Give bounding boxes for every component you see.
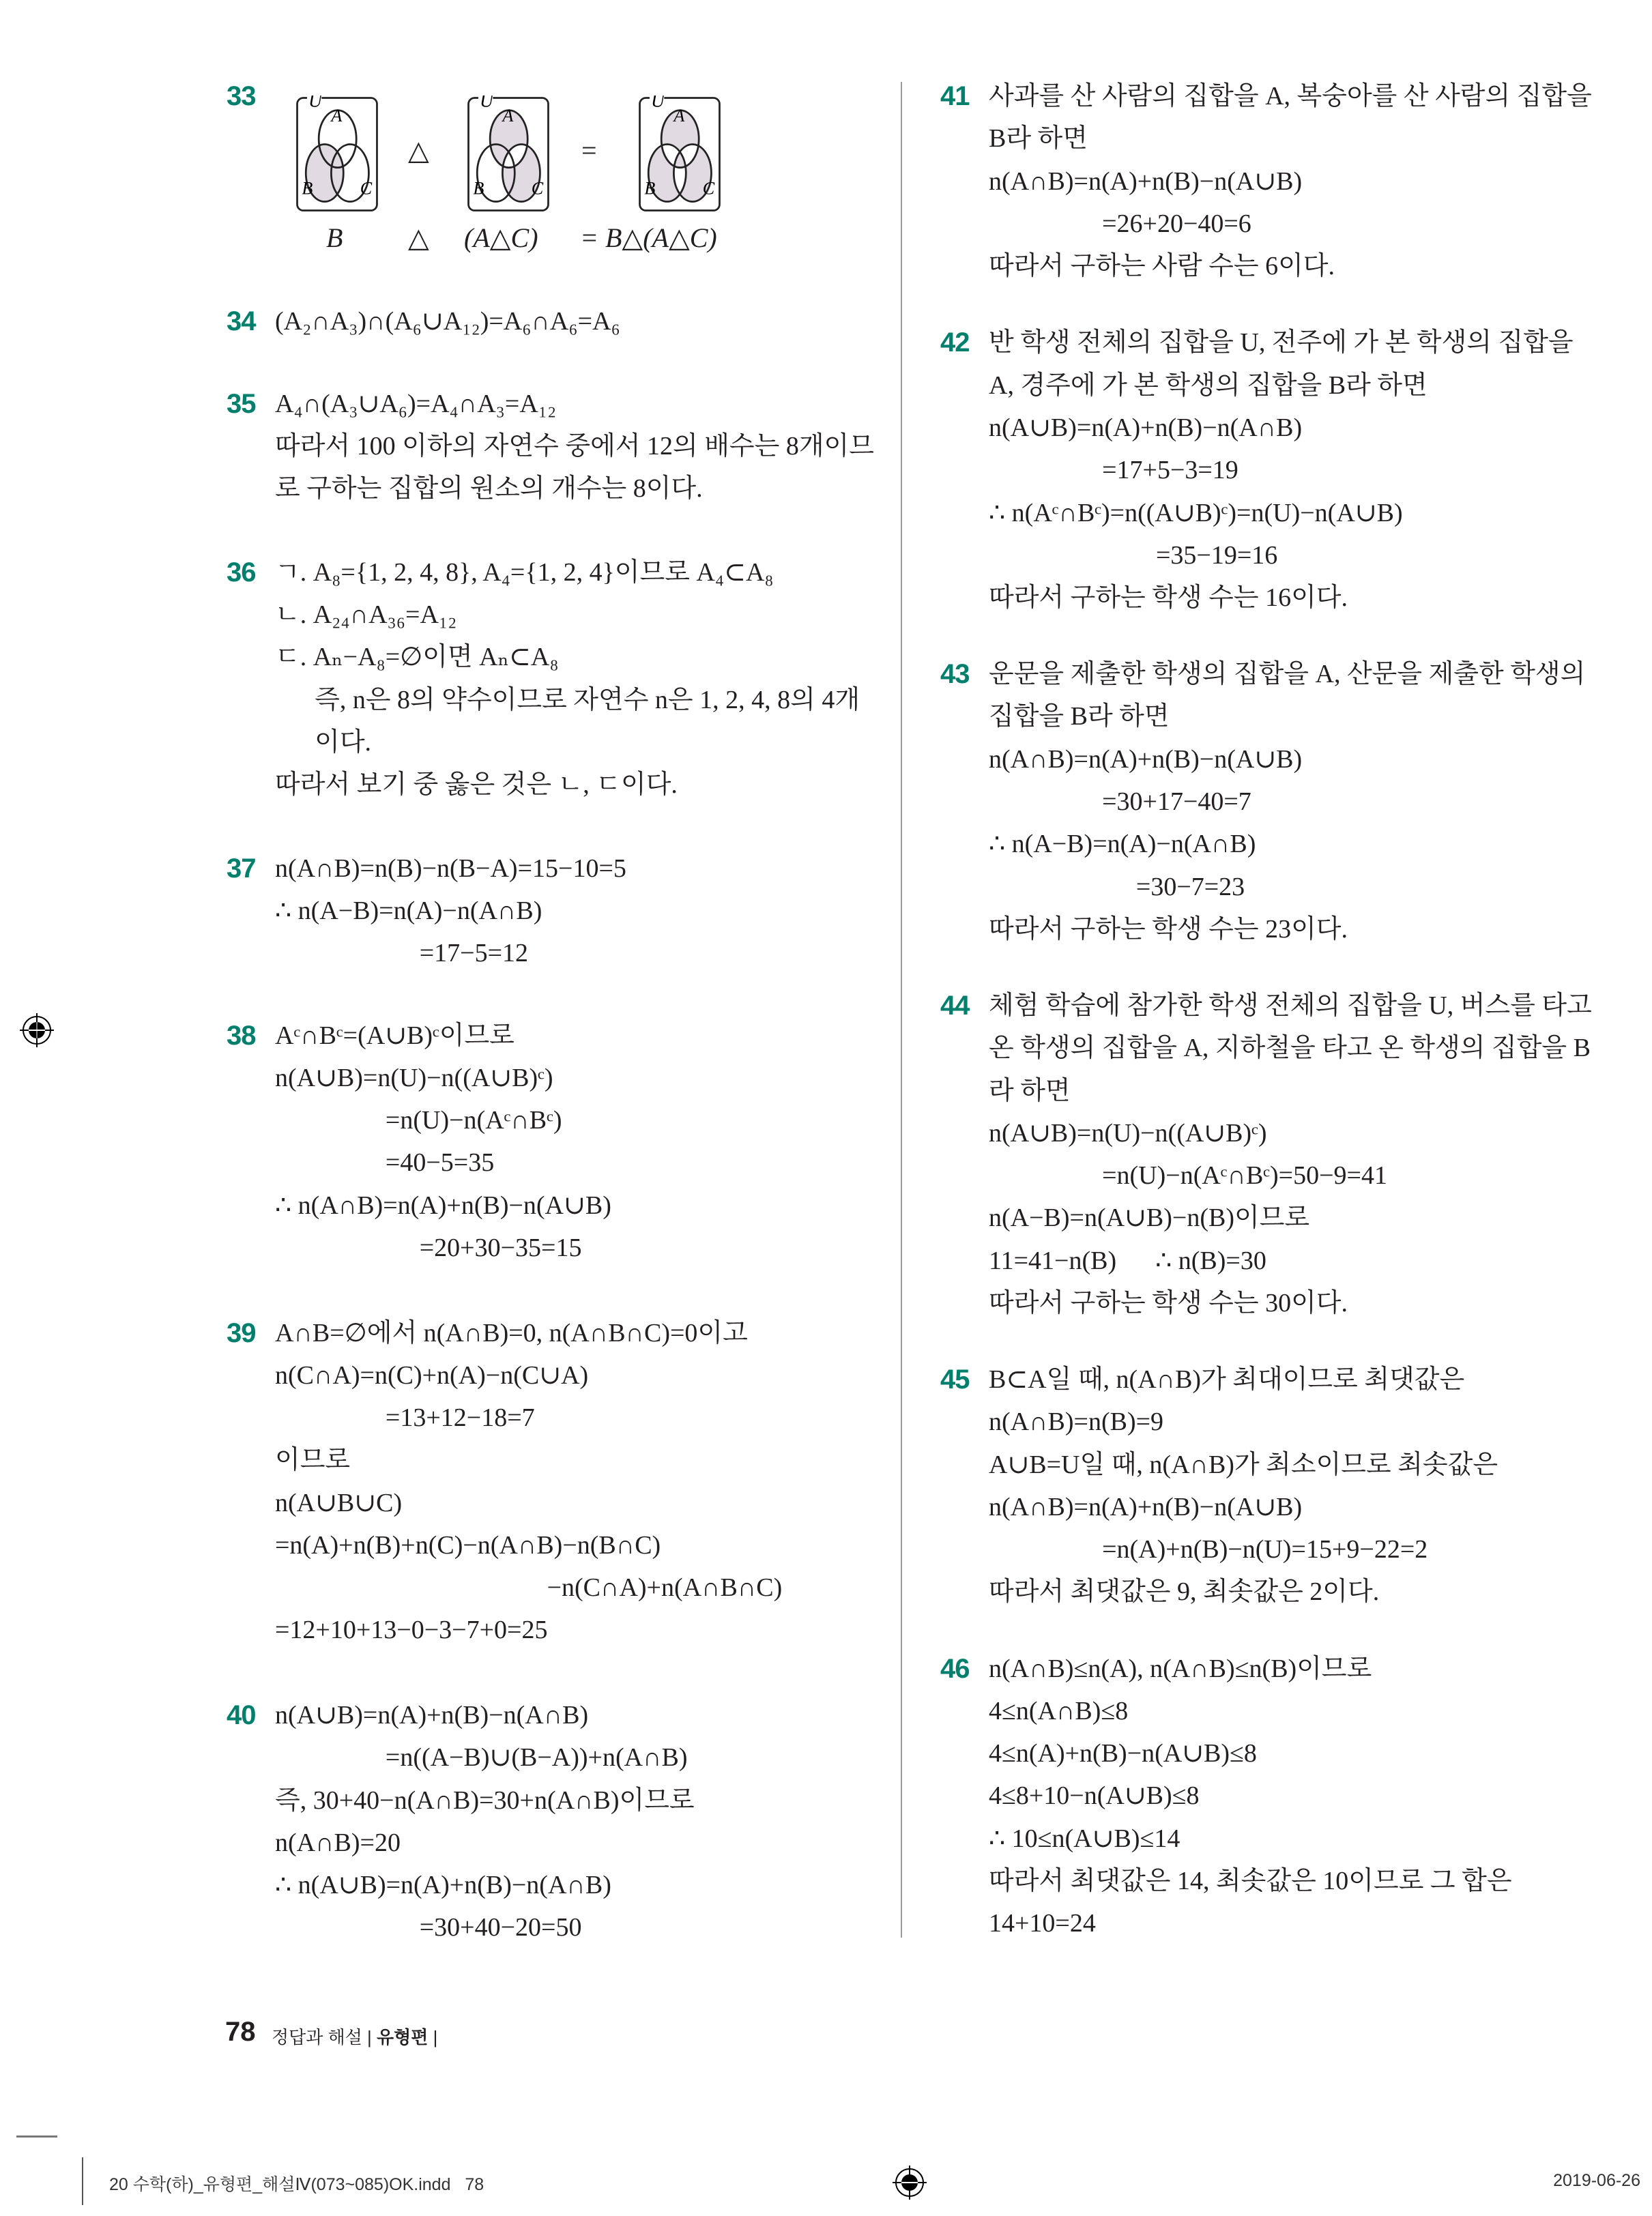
venn-label-c: C xyxy=(531,178,544,199)
section-title: 정답과 해설 | xyxy=(272,2027,377,2047)
venn-label-u: U xyxy=(651,96,665,111)
solution-line: n(A−B)=n(A∪B)−n(B)이므로 xyxy=(989,1204,1310,1233)
solution-line: 4≤8+10−n(A∪B)≤8 xyxy=(989,1781,1200,1811)
solution-line: 4≤n(A)+n(B)−n(A∪B)≤8 xyxy=(989,1739,1257,1768)
venn-diagram xyxy=(618,96,741,213)
solution-line: =26+20−40=6 xyxy=(1102,209,1251,238)
solution-line: =n((A−B)∪(B−A))+n(A∩B) xyxy=(385,1743,688,1773)
page-number: 78 xyxy=(225,2017,256,2047)
solution-line: =12+10+13−0−3−7+0=25 xyxy=(275,1616,548,1645)
solution-line: 라 하면 xyxy=(989,1076,1071,1105)
problem-number: 35 xyxy=(227,388,256,419)
crop-mark xyxy=(16,2135,57,2138)
problem-number: 34 xyxy=(227,306,256,337)
solution-line: n(A∩B)=n(B)=9 xyxy=(989,1408,1164,1437)
solution-line: ∴ n(A∪B)=n(A)+n(B)−n(A∩B) xyxy=(275,1871,611,1900)
solution-line: =20+30−35=15 xyxy=(419,1233,582,1262)
section-separator: | xyxy=(428,2027,438,2047)
solution-line: n(A∩B)=n(A)+n(B)−n(A∪B) xyxy=(989,166,1303,196)
solution-line: 따라서 구하는 학생 수는 23이다. xyxy=(989,914,1348,944)
solution-line: 이다. xyxy=(315,727,372,757)
registration-mark-icon xyxy=(893,2166,927,2200)
solution-line: 운문을 제출한 학생의 집합을 A, 산문을 제출한 학생의 xyxy=(989,660,1586,689)
solution-line: 따라서 최댓값은 14, 최솟값은 10이므로 그 합은 xyxy=(989,1866,1512,1895)
solution-line: 따라서 구하는 사람 수는 6이다. xyxy=(989,252,1335,281)
solution-line: =13+12−18=7 xyxy=(385,1403,535,1433)
solution-line: 이므로 xyxy=(275,1446,351,1475)
venn-label-b: B xyxy=(302,178,313,199)
solution-line: =30−7=23 xyxy=(1135,872,1245,901)
problem-number: 43 xyxy=(940,659,970,690)
solution-line: 사과를 산 사람의 집합을 A, 복숭아를 산 사람의 집합을 xyxy=(989,82,1592,111)
solution-line: B라 하면 xyxy=(989,124,1088,154)
venn-label-c: C xyxy=(360,178,373,199)
problem-number: 46 xyxy=(940,1653,970,1684)
solution-line: =n(A)+n(B)+n(C)−n(A∩B)−n(B∩C) xyxy=(275,1530,661,1560)
solution-line: 따라서 최댓값은 9, 최솟값은 2이다. xyxy=(989,1577,1380,1607)
registration-mark-icon xyxy=(20,1013,54,1047)
solution-line: Aᶜ∩Bᶜ=(A∪B)ᶜ이므로 xyxy=(275,1021,515,1050)
section-label xyxy=(272,2024,437,2049)
problem-number: 38 xyxy=(227,1020,256,1051)
problem-number: 42 xyxy=(940,327,970,358)
problem-number: 40 xyxy=(227,1700,256,1731)
print-date: 2019-06-26 xyxy=(1553,2171,1640,2190)
problem-number: 37 xyxy=(227,853,256,884)
solution-line: =35−19=16 xyxy=(1155,540,1278,570)
solution-line: =n(U)−n(Aᶜ∩Bᶜ)=50−9=41 xyxy=(1102,1161,1387,1191)
solution-line: n(C∩A)=n(C)+n(A)−n(C∪A) xyxy=(275,1360,589,1390)
solution-line: −n(C∩A)+n(A∩B∩C) xyxy=(547,1573,783,1603)
solution-line: 4≤n(A∩B)≤8 xyxy=(989,1696,1129,1725)
problem-number: 41 xyxy=(940,81,970,112)
venn-set-b xyxy=(276,96,398,213)
solution-line: A∪B=U일 때, n(A∩B)가 최소이므로 최솟값은 xyxy=(989,1450,1498,1479)
formula-operator: △ xyxy=(408,222,429,253)
venn-label-b: B xyxy=(644,178,656,199)
venn-label-a: A xyxy=(673,105,685,126)
venn-label-b: B xyxy=(473,178,484,199)
solution-line: =30+40−20=50 xyxy=(419,1913,582,1942)
solution-line: n(A∪B)=n(A)+n(B)−n(A∩B) xyxy=(275,1701,589,1730)
venn-a-delta-c xyxy=(447,96,570,213)
venn-b-delta-a-delta-c xyxy=(618,96,741,213)
venn-diagram xyxy=(276,96,398,213)
solution-line: ∴ n(A−B)=n(A)−n(A∩B) xyxy=(989,830,1256,859)
solution-line: 체험 학습에 참가한 학생 전체의 집합을 U, 버스를 타고 xyxy=(989,991,1592,1020)
solution-line: n(A∩B)≤n(A), n(A∩B)≤n(B)이므로 xyxy=(989,1654,1372,1683)
solution-line: ∴ n(A−B)=n(A)−n(A∩B) xyxy=(275,896,542,925)
solution-line: A₄∩(A₃∪A₆)=A₄∩A₃=A₁₂ xyxy=(275,389,557,418)
solution-line: ㄴ. A₂₄∩A₃₆=A₁₂ xyxy=(275,600,457,629)
solution-line: =n(A)+n(B)−n(U)=15+9−22=2 xyxy=(1102,1535,1428,1564)
formula-term-a-delta-c: (A△C) xyxy=(464,222,538,253)
solution-line: 따라서 보기 중 옳은 것은 ㄴ, ㄷ이다. xyxy=(275,770,678,800)
solution-line: ∴ n(Aᶜ∩Bᶜ)=n((A∪B)ᶜ)=n(U)−n(A∪B) xyxy=(989,498,1403,527)
solution-line: 즉, 30+40−n(A∩B)=30+n(A∩B)이므로 xyxy=(275,1785,695,1815)
solution-line: 11=41−n(B) ∴ n(B)=30 xyxy=(989,1246,1266,1275)
problem-number: 39 xyxy=(227,1317,256,1348)
solution-line: 로 구하는 집합의 원소의 개수는 8이다. xyxy=(275,474,703,504)
solution-line: ∴ 10≤n(A∪B)≤14 xyxy=(989,1824,1180,1853)
equals-sign: = xyxy=(581,135,597,166)
solution-line: 즉, n은 8의 약수이므로 자연수 n은 1, 2, 4, 8의 4개 xyxy=(315,685,860,714)
solution-line: n(A∩B)=n(A)+n(B)−n(A∪B) xyxy=(989,744,1303,774)
symmetric-difference-operator: △ xyxy=(408,135,429,166)
solution-line: A, 경주에 가 본 학생의 집합을 B라 하면 xyxy=(989,370,1428,400)
crop-mark xyxy=(82,2157,83,2205)
venn-label-u: U xyxy=(308,96,322,111)
solution-line: ㄱ. A₈={1, 2, 4, 8}, A₄={1, 2, 4}이므로 A₄⊂A₈ xyxy=(275,557,774,587)
venn-label-a: A xyxy=(331,105,343,126)
solution-line: =30+17−40=7 xyxy=(1102,787,1251,817)
problem-number: 44 xyxy=(940,990,970,1021)
solution-line: 따라서 구하는 학생 수는 30이다. xyxy=(989,1288,1348,1317)
solution-line: ∴ n(A∩B)=n(A)+n(B)−n(A∪B) xyxy=(275,1191,611,1220)
solution-line: 반 학생 전체의 집합을 U, 전주에 가 본 학생의 집합을 xyxy=(989,328,1574,358)
solution-line: 따라서 구하는 학생 수는 16이다. xyxy=(989,583,1348,613)
solution-line: (A₂∩A₃)∩(A₆∪A₁₂)=A₆∩A₆=A₆ xyxy=(275,307,620,336)
solution-line: n(A∪B)=n(U)−n((A∪B)ᶜ) xyxy=(275,1063,553,1092)
solution-line: n(A∪B∪C) xyxy=(275,1488,403,1517)
problem-number: 45 xyxy=(940,1365,970,1395)
subsection-title: 유형편 xyxy=(377,2027,429,2047)
formula-term-b: B xyxy=(326,222,343,253)
solution-line: 따라서 100 이하의 자연수 중에서 12의 배수는 8개이므 xyxy=(275,431,874,461)
solution-line: n(A∩B)=20 xyxy=(275,1828,401,1857)
solution-line: ㄷ. Aₙ−A₈=∅이면 Aₙ⊂A₈ xyxy=(275,643,559,672)
solution-line: =17+5−3=19 xyxy=(1102,456,1238,485)
formula-result: = B△(A△C) xyxy=(580,222,717,253)
file-slug: 20 수학(하)_유형편_해설Ⅳ(073~085)OK.indd 78 xyxy=(109,2175,484,2194)
column-divider xyxy=(901,82,902,1938)
solution-line: B⊂A일 때, n(A∩B)가 최대이므로 최댓값은 xyxy=(989,1365,1465,1395)
solution-line: n(A∪B)=n(A)+n(B)−n(A∩B) xyxy=(989,413,1303,442)
solution-line: =40−5=35 xyxy=(385,1148,495,1178)
venn-label-c: C xyxy=(702,178,715,199)
solution-line: =17−5=12 xyxy=(419,939,529,968)
solution-line: n(A∪B)=n(U)−n((A∪B)ᶜ) xyxy=(989,1118,1267,1148)
solution-line: n(A∩B)=n(B)−n(B−A)=15−10=5 xyxy=(275,854,626,883)
solution-line: 14+10=24 xyxy=(989,1909,1096,1938)
problem-number: 36 xyxy=(227,557,256,587)
solution-line: 집합을 B라 하면 xyxy=(989,702,1170,731)
solution-line: n(A∩B)=n(A)+n(B)−n(A∪B) xyxy=(989,1492,1303,1521)
venn-label-u: U xyxy=(480,96,493,111)
problem-number: 33 xyxy=(227,81,256,111)
solution-line: =n(U)−n(Aᶜ∩Bᶜ) xyxy=(385,1106,562,1135)
venn-diagram xyxy=(447,96,570,213)
venn-label-a: A xyxy=(502,105,514,126)
solution-line: 온 학생의 집합을 A, 지하철을 타고 온 학생의 집합을 B xyxy=(989,1034,1591,1063)
solution-line: A∩B=∅에서 n(A∩B)=0, n(A∩B∩C)=0이고 xyxy=(275,1318,748,1347)
